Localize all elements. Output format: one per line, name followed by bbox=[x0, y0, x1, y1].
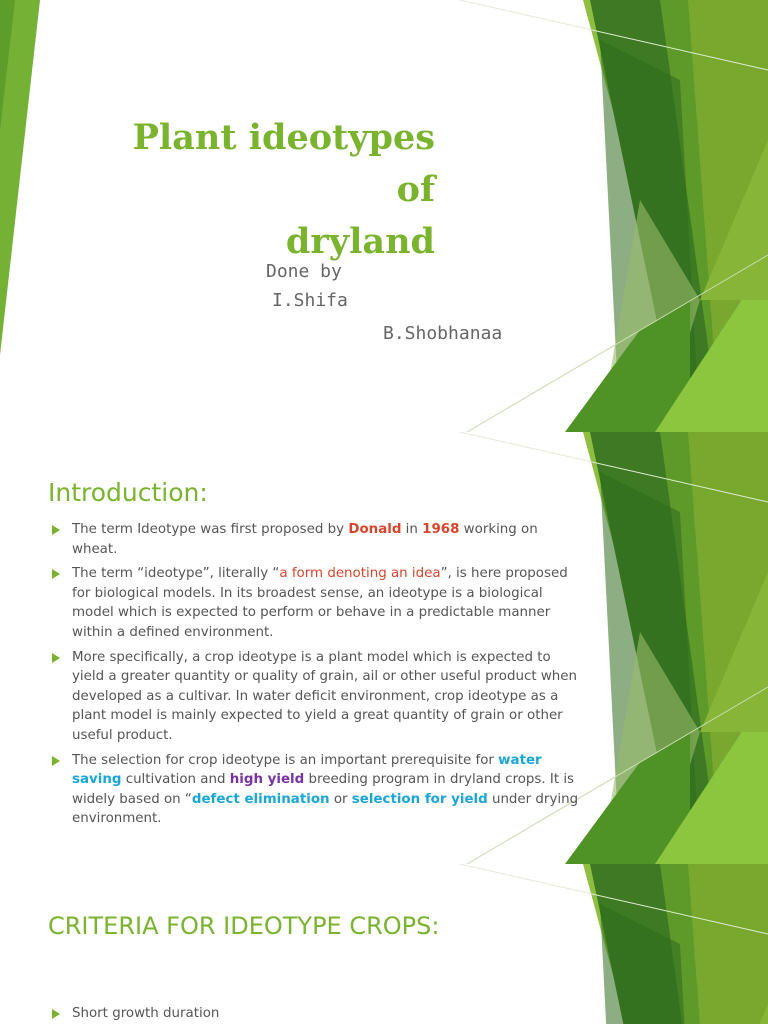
list-item: More specifically, a crop ideotype is a plant model which is expected to yield a greater quantity or quality of grain, ail or other useful product when developed as a cultivar. In water deficit environment, crop ideotype as a plant model is mainly expected to yield a great quantity of grain or other useful product. bbox=[52, 648, 582, 746]
highlight-high-yield: high yield bbox=[229, 772, 305, 788]
title-line-2: dryland bbox=[285, 221, 435, 262]
title-slide bbox=[0, 0, 768, 432]
bullet-arrow-icon bbox=[52, 756, 60, 766]
intro-bullet-list bbox=[52, 520, 582, 834]
list-item: The term “ideotype”, literally “a form denoting an idea”, is here proposed for biological models. In its broadest sense, an ideotype is a biological model which is expected to perform or behave in a predictable manner within a defined environment. bbox=[52, 564, 582, 642]
title-line-1: Plant ideotypes of bbox=[132, 117, 435, 210]
criteria-bullet-list bbox=[52, 1004, 582, 1024]
highlight-selection-for-yield: selection for yield bbox=[351, 791, 488, 807]
bullet-arrow-icon bbox=[52, 525, 60, 535]
decorative-green-shapes bbox=[0, 864, 768, 1024]
highlight-water-saving: water saving bbox=[72, 752, 542, 788]
highlight-defect-elimination: defect elimination bbox=[191, 791, 330, 807]
bullet-arrow-icon bbox=[52, 569, 60, 579]
author-1: I.Shifa bbox=[272, 290, 348, 311]
author-2: B.Shobhanaa bbox=[383, 323, 503, 344]
slide-title bbox=[90, 112, 435, 268]
highlight-donald: Donald bbox=[348, 522, 402, 537]
bullet-arrow-icon bbox=[52, 653, 60, 663]
criteria-heading: CRITERIA FOR IDEOTYPE CROPS: bbox=[48, 912, 440, 940]
list-item: The selection for crop ideotype is an important prerequisite for water saving cultivation and high yield breeding program in dryland crops. It is widely based on “defect elimination or selection for yield under drying environment. bbox=[52, 751, 582, 829]
list-item: The term Ideotype was first proposed by Donald in 1968 working on wheat. bbox=[52, 520, 582, 559]
highlight-year: 1968 bbox=[422, 522, 460, 537]
introduction-slide bbox=[0, 432, 768, 864]
criteria-slide bbox=[0, 864, 768, 1024]
intro-heading: Introduction: bbox=[48, 478, 208, 507]
bullet-arrow-icon bbox=[52, 1009, 60, 1019]
highlight-quote: a form denoting an idea bbox=[279, 566, 441, 582]
done-by-label: Done by bbox=[266, 261, 342, 282]
list-item: Short growth duration bbox=[52, 1004, 582, 1024]
